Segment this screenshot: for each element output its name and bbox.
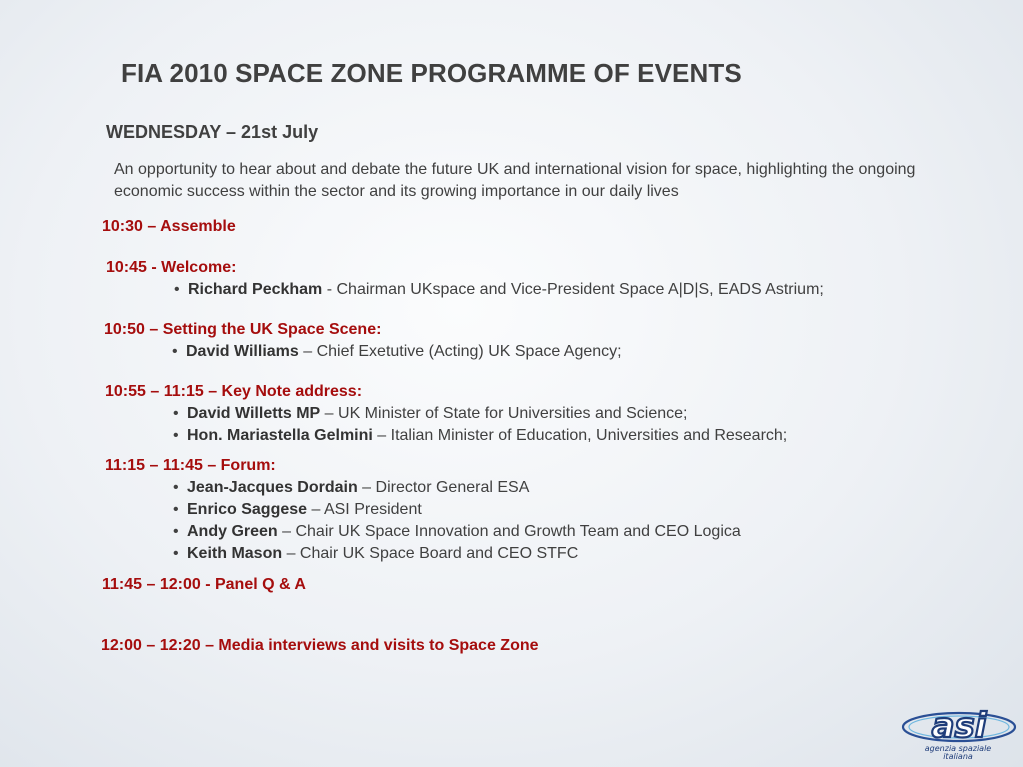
speaker-role: - Chairman UKspace and Vice-President Space A|D|S, EADS Astrium; — [322, 281, 824, 298]
speaker-item — [105, 521, 741, 543]
bullet-icon: • — [173, 523, 179, 540]
speaker-item — [105, 403, 787, 425]
speaker-name: Richard Peckham — [188, 281, 323, 298]
bullet-icon: • — [173, 427, 179, 444]
speaker-role: – Director General ESA — [357, 479, 530, 496]
bullet-icon: • — [173, 501, 179, 518]
speaker-name: David Williams — [186, 343, 299, 360]
speaker-role: – Chair UK Space Board and CEO STFC — [282, 545, 579, 562]
schedule-slot — [102, 574, 306, 596]
logo-line: agenzia spaziale — [924, 744, 992, 753]
logo-mark: asi — [931, 706, 987, 746]
slot-time: 10:50 – Setting the UK Space Scene: — [104, 321, 382, 338]
schedule-slot — [102, 216, 236, 238]
logo-line: italiana — [943, 752, 973, 761]
slot-time: 12:00 – 12:20 – Media interviews and visits to Space Zone — [101, 637, 539, 654]
speaker-role: – Chief Exetutive (Acting) UK Space Agency; — [298, 343, 622, 360]
speaker-role: – UK Minister of State for Universities and Science; — [320, 405, 688, 422]
speaker-item — [105, 477, 741, 499]
schedule-slot — [105, 381, 787, 447]
speaker-item — [105, 499, 741, 521]
slot-time: 10:30 – Assemble — [102, 218, 236, 235]
speaker-role: – Italian Minister of Education, Universities and Research; — [372, 427, 788, 444]
speaker-name: David Willetts MP — [187, 405, 321, 422]
speaker-name: Enrico Saggese — [187, 501, 308, 518]
bullet-icon: • — [173, 479, 179, 496]
speaker-item — [105, 425, 787, 447]
bullet-icon: • — [173, 545, 179, 562]
page-title: FIA 2010 SPACE ZONE PROGRAMME OF EVENTS — [121, 58, 742, 88]
speaker-name: Jean-Jacques Dordain — [187, 479, 358, 496]
speaker-item — [106, 279, 824, 301]
slot-time: 10:45 - Welcome: — [106, 259, 237, 276]
speaker-name: Keith Mason — [187, 545, 283, 562]
speaker-name: Andy Green — [187, 523, 278, 540]
speaker-item — [104, 341, 622, 363]
schedule-slot — [101, 635, 539, 657]
intro-paragraph: An opportunity to hear about and debate the future UK and international vision for space, highlighting the ongoing economic success within the sector and its growing importance in our daily lives — [114, 161, 916, 200]
bullet-icon: • — [174, 281, 180, 298]
schedule-slot — [104, 319, 622, 363]
schedule-slot — [106, 257, 824, 301]
speaker-role: – ASI President — [307, 501, 422, 518]
slot-time: 11:45 – 12:00 - Panel Q & A — [102, 576, 306, 593]
logo-caption — [915, 745, 1001, 761]
schedule-slot — [105, 455, 741, 565]
speaker-name: Hon. Mariastella Gelmini — [187, 427, 373, 444]
slot-time: 11:15 – 11:45 – Forum: — [105, 457, 276, 474]
bullet-icon: • — [172, 343, 178, 360]
speaker-role: – Chair UK Space Innovation and Growth Team and CEO Logica — [277, 523, 741, 540]
speaker-item — [105, 543, 741, 565]
day-heading: WEDNESDAY – 21st July — [106, 122, 319, 142]
slot-time: 10:55 – 11:15 – Key Note address: — [105, 383, 363, 400]
bullet-icon: • — [173, 405, 179, 422]
